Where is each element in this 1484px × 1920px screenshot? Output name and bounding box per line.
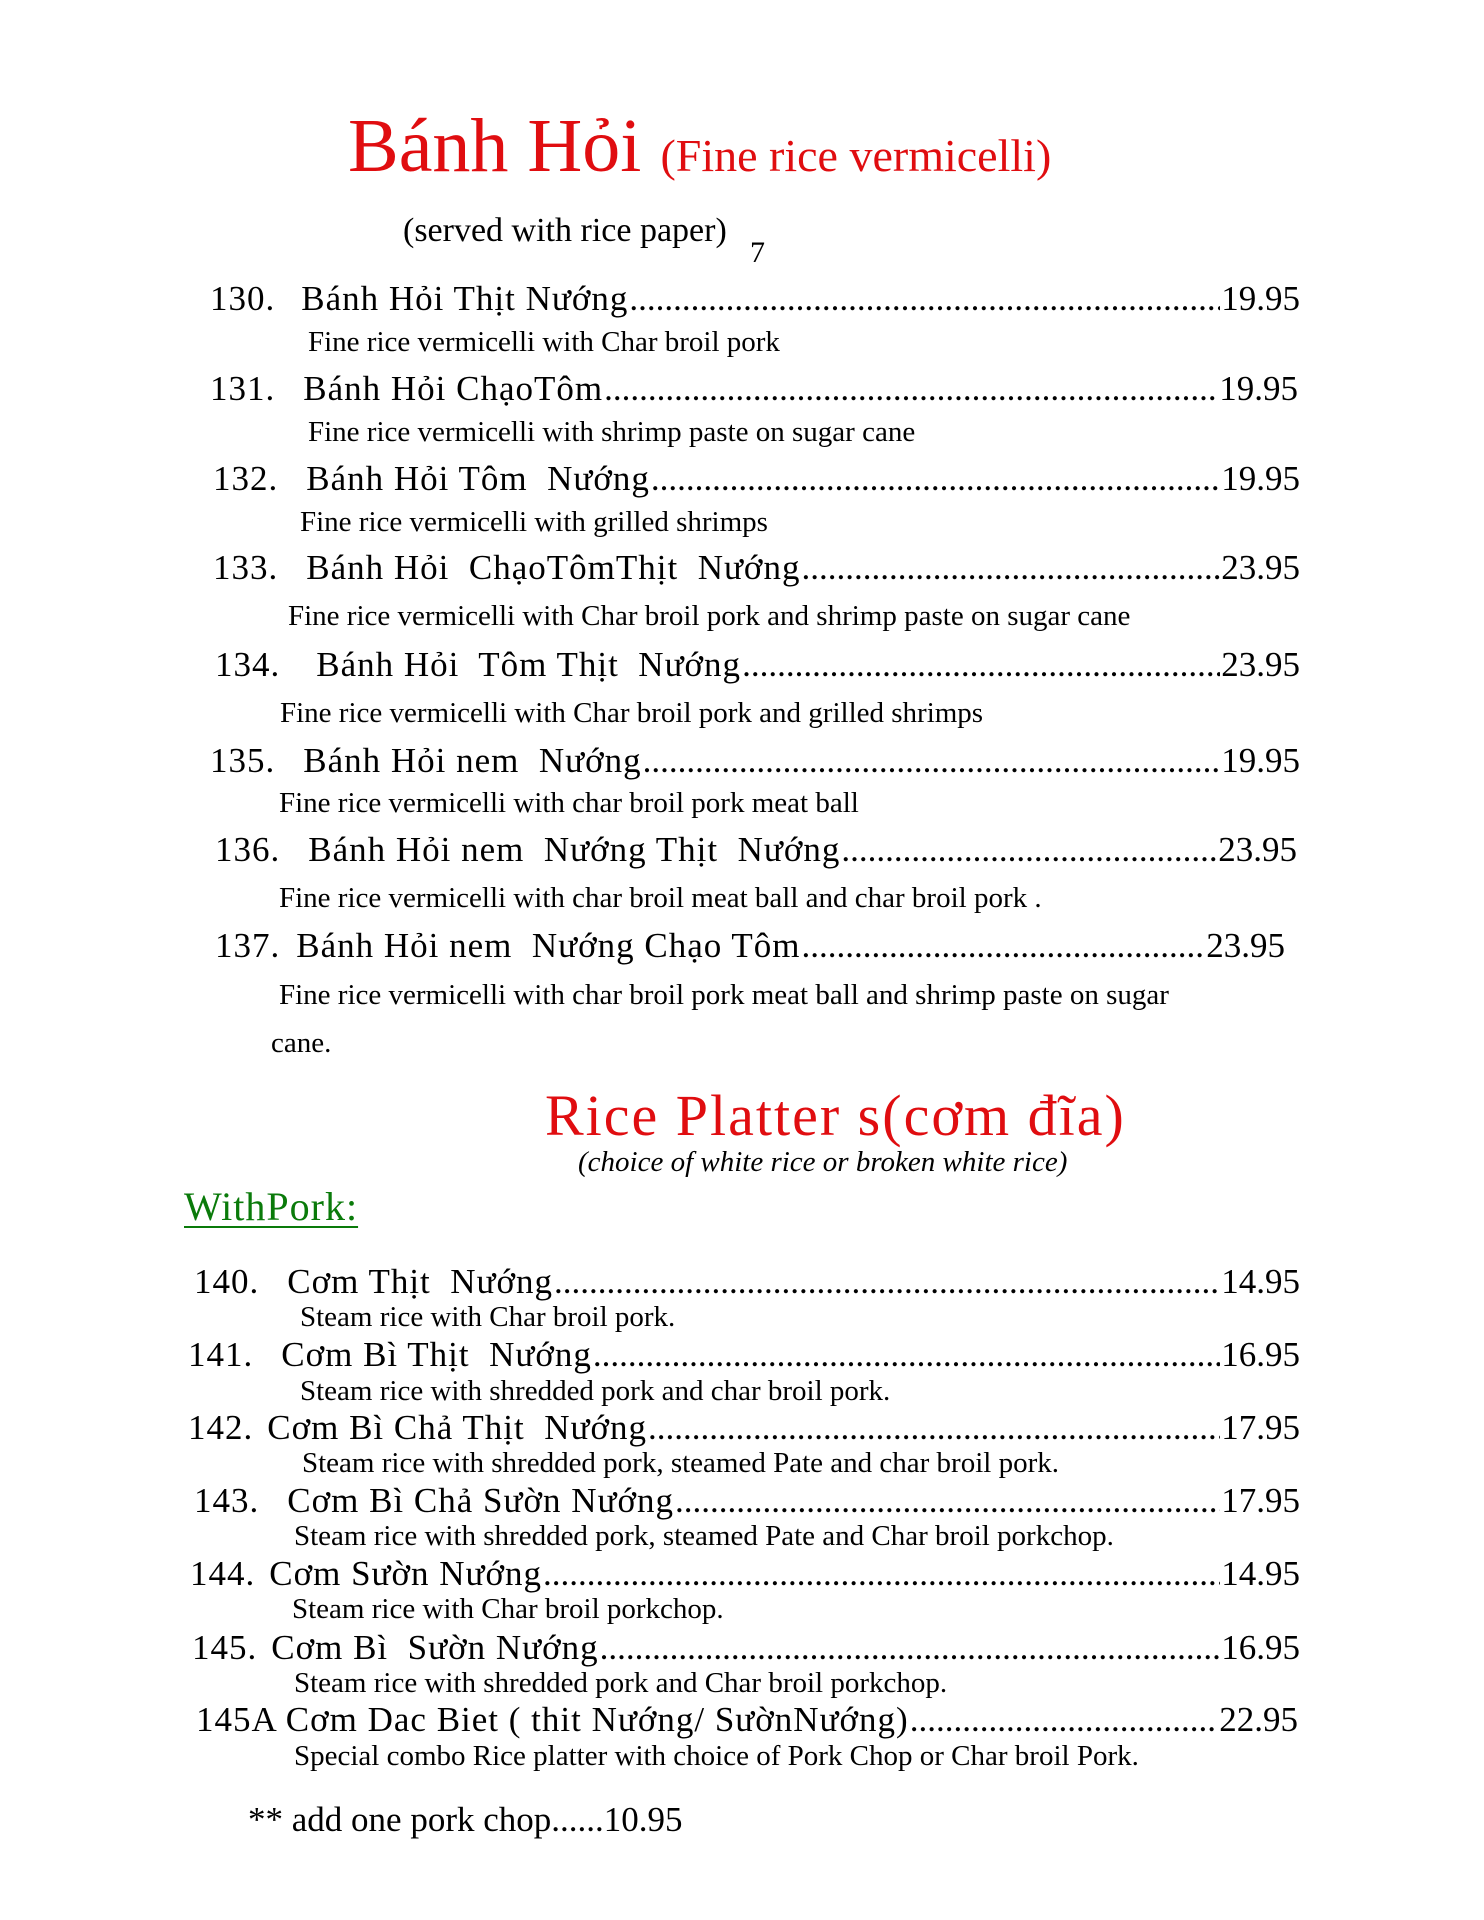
item-price: 23.95 <box>1218 830 1297 869</box>
item-price: 14.95 <box>1221 1262 1300 1301</box>
menu-item-140 <box>194 1262 1300 1302</box>
item-price: 23.95 <box>1221 548 1300 587</box>
item-name: Cơm Thịt Nướng <box>287 1262 554 1301</box>
leader-dots <box>742 645 1220 685</box>
item-number: 144. <box>190 1554 256 1593</box>
item-number: 143. <box>194 1481 260 1520</box>
item-description: Fine rice vermicelli with char broil meat ball and char broil pork . <box>279 882 1042 914</box>
leader-dots <box>648 1408 1220 1448</box>
item-name: Cơm Bì Chả Thịt Nướng <box>267 1408 647 1447</box>
item-description: Steam rice with shredded pork and char broil pork. <box>300 1375 891 1407</box>
item-number: 135. <box>210 741 276 780</box>
addon-note: ** add one pork chop......10.95 <box>248 1800 683 1839</box>
leader-dots <box>841 830 1217 870</box>
leader-dots <box>629 279 1220 319</box>
section-title-banh-hoi <box>348 104 1052 188</box>
item-number: 133. <box>213 548 279 587</box>
item-name: Cơm Bì Chả Sườn Nướng <box>287 1481 674 1520</box>
item-number: 145. <box>192 1628 258 1667</box>
menu-item-145 <box>192 1628 1300 1668</box>
menu-item-133 <box>213 548 1300 588</box>
item-name: Cơm Bì Thịt Nướng <box>281 1335 592 1374</box>
menu-item-134 <box>215 645 1300 685</box>
menu-item-137 <box>215 926 1285 966</box>
item-price: 17.95 <box>1221 1408 1300 1447</box>
leader-dots <box>604 369 1218 409</box>
item-name: Cơm Bì Sườn Nướng <box>271 1628 599 1667</box>
menu-item-141 <box>188 1335 1300 1375</box>
item-number: 131. <box>210 369 276 408</box>
item-number: 140. <box>194 1262 260 1301</box>
menu-item-145a <box>196 1700 1298 1740</box>
item-number: 136. <box>215 830 281 869</box>
item-description: Steam rice with Char broil pork. <box>300 1301 676 1333</box>
item-price: 19.95 <box>1221 279 1300 318</box>
item-name: Cơm Dac Biet ( thit Nướng/ SườnNướng) <box>285 1700 909 1739</box>
item-price: 19.95 <box>1221 459 1300 498</box>
item-description: Fine rice vermicelli with Char broil pork <box>308 326 780 358</box>
menu-item-135 <box>210 741 1300 781</box>
item-name: Bánh Hỏi nem Nướng Thịt Nướng <box>308 830 841 869</box>
leader-dots <box>675 1481 1220 1521</box>
item-number: 130. <box>210 279 276 318</box>
item-description: Steam rice with Char broil porkchop. <box>292 1593 724 1625</box>
choice-note: (choice of white rice or broken white rice) <box>578 1146 1068 1178</box>
leader-dots <box>651 459 1220 499</box>
item-name: Bánh Hỏi Tôm Nướng <box>306 459 650 498</box>
item-description: Fine rice vermicelli with char broil pork meat ball and shrimp paste on sugar <box>279 979 1169 1011</box>
item-name: Bánh Hỏi Tôm Thịt Nướng <box>316 645 742 684</box>
item-description: Fine rice vermicelli with char broil pork meat ball <box>279 787 859 819</box>
menu-item-131 <box>210 369 1298 409</box>
item-name: Bánh Hỏi nem Nướng <box>303 741 642 780</box>
item-price: 19.95 <box>1219 369 1298 408</box>
item-description: Steam rice with shredded pork and Char broil porkchop. <box>294 1667 948 1699</box>
leader-dots <box>801 548 1220 588</box>
item-price: 23.95 <box>1221 645 1300 684</box>
item-description: Fine rice vermicelli with shrimp paste on sugar cane <box>308 416 916 448</box>
leader-dots <box>600 1628 1221 1668</box>
menu-item-130 <box>210 279 1300 319</box>
item-description: Steam rice with shredded pork, steamed Pate and Char broil porkchop. <box>294 1520 1114 1552</box>
leader-dots <box>910 1700 1219 1740</box>
item-description-continued: cane. <box>271 1027 332 1059</box>
item-name: Bánh Hỏi Thịt Nướng <box>301 279 629 318</box>
menu-item-143 <box>194 1481 1300 1521</box>
title-main: Bánh Hỏi <box>348 104 642 188</box>
leader-dots <box>543 1554 1220 1594</box>
item-price: 16.95 <box>1221 1628 1300 1667</box>
item-description: Special combo Rice platter with choice of Pork Chop or Char broil Pork. <box>294 1740 1139 1772</box>
subsection-with-pork: WithPork: <box>184 1184 359 1229</box>
item-number: 145A <box>196 1700 278 1739</box>
page-number: 7 <box>750 236 765 269</box>
menu-item-142 <box>188 1408 1300 1448</box>
title-subtitle: (Fine rice vermicelli) <box>660 130 1052 181</box>
item-number: 132. <box>213 459 279 498</box>
item-price: 16.95 <box>1221 1335 1300 1374</box>
item-price: 14.95 <box>1221 1554 1300 1593</box>
item-description: Fine rice vermicelli with Char broil pork and grilled shrimps <box>280 697 984 729</box>
section-title-rice-platters: Rice Platter s(cơm đĩa) <box>545 1083 1126 1148</box>
item-price: 17.95 <box>1221 1481 1300 1520</box>
item-number: 134. <box>215 645 281 684</box>
menu-item-136 <box>215 830 1297 870</box>
item-name: Cơm Sườn Nướng <box>269 1554 543 1593</box>
served-note: (served with rice paper) <box>403 212 727 249</box>
leader-dots <box>802 926 1206 966</box>
item-number: 141. <box>188 1335 254 1374</box>
item-description: Fine rice vermicelli with grilled shrimps <box>300 506 768 538</box>
item-number: 142. <box>188 1408 254 1447</box>
item-description: Fine rice vermicelli with Char broil pork and shrimp paste on sugar cane <box>288 600 1131 632</box>
item-name: Bánh Hỏi ChạoTômThịt Nướng <box>306 548 801 587</box>
menu-item-144 <box>190 1554 1300 1594</box>
leader-dots <box>643 741 1221 781</box>
menu-item-132 <box>213 459 1300 499</box>
item-price: 19.95 <box>1221 741 1300 780</box>
item-price: 22.95 <box>1219 1700 1298 1739</box>
item-number: 137. <box>215 926 281 965</box>
leader-dots <box>554 1262 1220 1302</box>
item-price: 23.95 <box>1206 926 1285 965</box>
item-name: Bánh Hỏi nem Nướng Chạo Tôm <box>296 926 801 965</box>
leader-dots <box>593 1335 1220 1375</box>
item-name: Bánh Hỏi ChạoTôm <box>303 369 604 408</box>
item-description: Steam rice with shredded pork, steamed Pate and char broil pork. <box>302 1447 1059 1479</box>
